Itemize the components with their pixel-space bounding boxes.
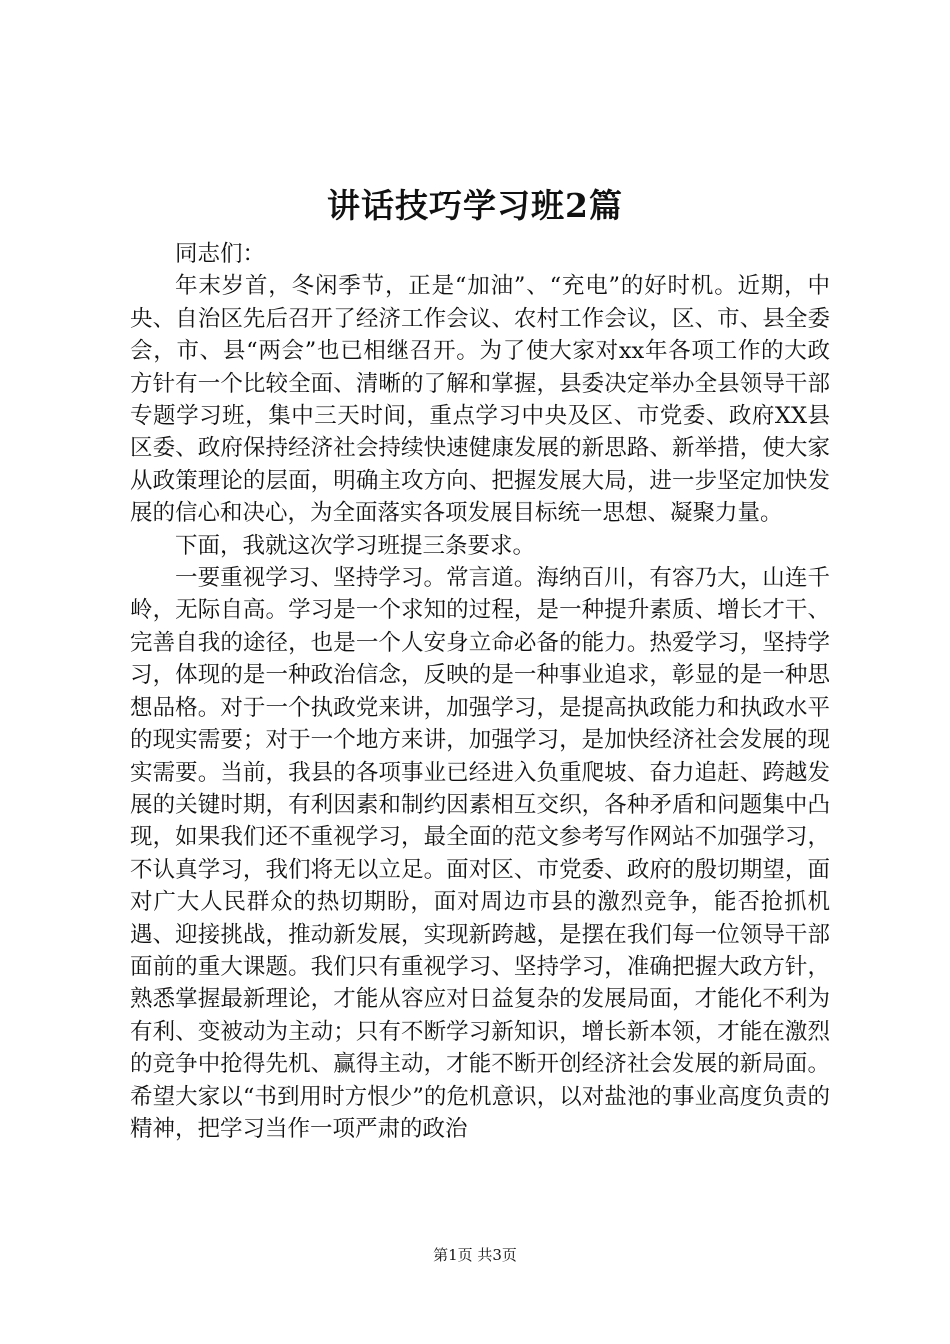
paragraph-requirements-lead: 下面，我就这次学习班提三条要求。 (175, 532, 536, 559)
document-title: 讲话技巧学习班2篇 (327, 186, 623, 225)
document-body (130, 238, 830, 1145)
paragraph-salutation: 同志们： (175, 241, 266, 267)
paragraph-requirement-one: 一要重视学习、坚持学习。常言道。海纳百川，有容乃大，山连千岭，无际自高。学习是一个求知的过程，是一种提升素质、增长才干、完善自我的途径，也是一个人安身立命必备的能力。热爱学习，坚持学习，体现的是一种政治信念，反映的是一种事业追求，彰显的是一种思想品格。对于一个执政党来讲，加强学习，是提高执政能力和执政水平的现实需要；对于一个地方来讲，加强学习，是加快经济社会发展的现实需要。当前，我县的各项事业已经进入负重爬坡、奋力追赶、跨越发展的关键时期，有利因素和制约因素相互交织，各种矛盾和问题集中凸现，如果我们还不重视学习，最全面的范文参考写作网站不加强学习，不认真学习，我们将无以立足。面对区、市党委、政府的殷切期望，面对广大人民群众的热切期盼，面对周边市县的激烈竞争，能否抢抓机遇、迎接挑战，推动新发展，实现新跨越，是摆在我们每一位领导干部面前的重大课题。我们只有重视学习、坚持学习，准确把握大政方针，熟悉掌握最新理论，才能从容应对日益复杂的发展局面，才能化不利为有利、变被动为主动；只有不断学习新知识，增长新本领，才能在激烈的竞争中抢得先机、赢得主动，才能不断开创经济社会发展的新局面。希望大家以“书到用时方恨少”的危机意识，以对盐池的事业高度负责的精神，把学习当作一项严肃的政治 (130, 565, 830, 1142)
page-footer: 第1页 共3页 (433, 1246, 517, 1264)
paragraph-intro: 年末岁首，冬闲季节，正是“加油”、“充电”的好时机。近期，中央、自治区先后召开了经济工作会议、农村工作会议，区、市、县全委会，市、县“两会”也已相继召开。为了使大家对xx年各项工作的大政方针有一个比较全面、清晰的了解和掌握，县委决定举办全县领导干部专题学习班，集中三天时间，重点学习中央及区、市党委、政府XX县区委、政府保持经济社会持续快速健康发展的新思路、新举措，使大家从政策理论的层面，明确主攻方向、把握发展大局，进一步坚定加快发展的信心和决心，为全面落实各项发展目标统一思想、凝聚力量。 (130, 273, 830, 527)
